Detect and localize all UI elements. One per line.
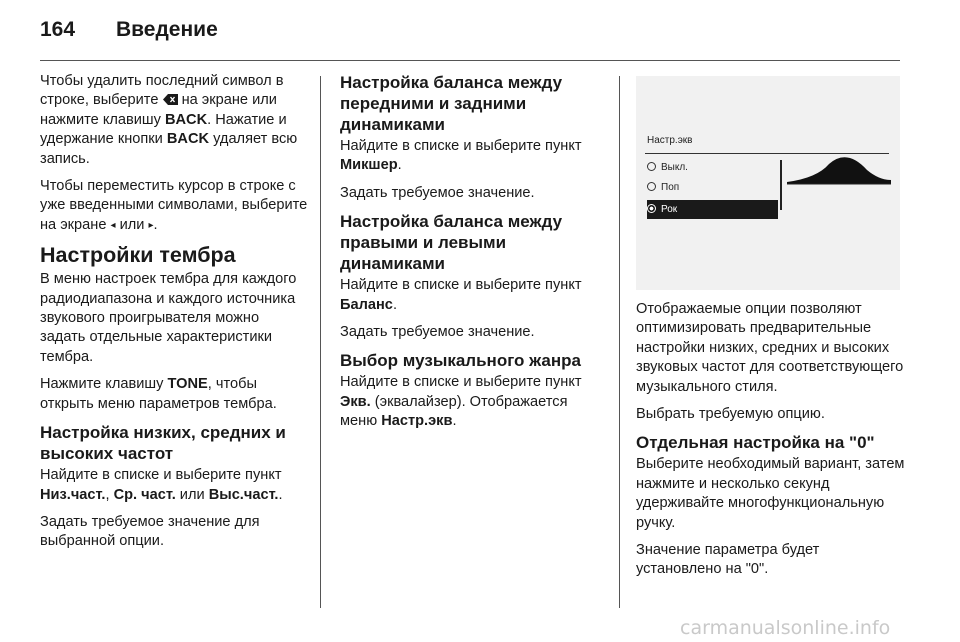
radio-icon bbox=[647, 182, 656, 191]
mixer-label: Микшер bbox=[340, 157, 398, 174]
header-divider bbox=[40, 60, 900, 61]
left-arrow-icon: ◂ bbox=[110, 219, 116, 231]
backspace-icon bbox=[163, 94, 178, 105]
paragraph-move-cursor: Чтобы переместить курсор в строке с уже введенными символами, выберите на экране ◂ или ▸. bbox=[40, 178, 308, 233]
heading-genre: Выбор музыкального жанра bbox=[340, 351, 581, 371]
right-arrow-icon: ▸ bbox=[148, 219, 154, 231]
heading-frequency-settings: Настройка низких, средних и высоких частот bbox=[40, 423, 286, 464]
radio-icon bbox=[647, 162, 656, 171]
column-1 bbox=[40, 72, 308, 560]
watermark: carmanualsonline.info bbox=[680, 617, 891, 639]
screen-scrollbar bbox=[780, 160, 782, 210]
screen-option-pop: Поп bbox=[647, 178, 778, 197]
chapter-title: Введение bbox=[116, 18, 218, 41]
column-3 bbox=[636, 300, 906, 588]
equalizer-screen-illustration bbox=[636, 76, 900, 290]
paragraph-frequency-select: Найдите в списке и выберите пункт Низ.част., Ср. част. или Выс.част.. bbox=[40, 467, 283, 503]
paragraph-select-option: Выбрать требуемую опцию. bbox=[636, 406, 825, 423]
paragraph-tone-intro: В меню настроек тембра для каждого радиодиапазона и каждого источника звукового проигрывателя можно задать отдельные характеристики тембра. bbox=[40, 271, 297, 365]
back-key-label: BACK bbox=[166, 131, 210, 148]
paragraph-reset-result: Значение параметра будет установлено на "0". bbox=[636, 542, 820, 578]
screen-title: Настр.экв bbox=[647, 135, 693, 146]
paragraph-balance-select: Найдите в списке и выберите пункт Баланс. bbox=[340, 277, 582, 313]
equalizer-label: Экв. bbox=[340, 393, 371, 410]
heading-reset-zero: Отдельная настройка на "0" bbox=[636, 433, 875, 453]
column-divider-1 bbox=[320, 76, 321, 608]
balance-label: Баланс bbox=[340, 296, 393, 313]
screen-option-rock: Рок bbox=[647, 200, 778, 219]
back-key-label: BACK bbox=[164, 111, 208, 128]
radio-selected-icon bbox=[647, 204, 656, 213]
heading-tone-settings: Настройки тембра bbox=[40, 243, 236, 268]
tone-key-label: TONE bbox=[167, 376, 208, 393]
heading-fader: Настройка баланса между передними и задними динамиками bbox=[340, 73, 563, 134]
page-number: 164 bbox=[40, 18, 76, 41]
equalizer-screen bbox=[641, 130, 894, 286]
column-2 bbox=[340, 72, 605, 440]
equalizer-curve-icon bbox=[787, 154, 891, 214]
heading-balance: Настройка баланса между правыми и левыми динамиками bbox=[340, 212, 563, 274]
column-divider-2 bbox=[619, 76, 620, 608]
paragraph-fader-value: Задать требуемое значение. bbox=[340, 184, 535, 201]
mid-freq-label: Ср. част. bbox=[113, 486, 176, 503]
paragraph-genre-select: Найдите в списке и выберите пункт Экв. (эквалайзер). Отображается меню Настр.экв. bbox=[340, 374, 582, 430]
paragraph-tone-key: Нажмите клавишу TONE, чтобы открыть меню параметров тембра. bbox=[40, 376, 277, 412]
paragraph-set-value: Задать требуемое значение для выбранной опции. bbox=[40, 513, 260, 550]
paragraph-delete-char: Чтобы удалить последний символ в строке, выберите на экране или нажмите клавишу BACK. Нажатие и удержание кнопки BACK удаляет всю запись. bbox=[40, 73, 298, 167]
paragraph-balance-value: Задать требуемое значение. bbox=[340, 324, 535, 341]
paragraph-reset-instructions: Выберите необходимый вариант, затем нажмите и несколько секунд удерживайте многофункциональную ручку. bbox=[636, 456, 905, 531]
paragraph-options-info: Отображаемые опции позволяют оптимизировать предварительные настройки низких, средних и высоких звуковых частот для соответствующего музыкального стиля. bbox=[636, 301, 904, 395]
eq-menu-label: Настр.экв bbox=[381, 413, 453, 430]
paragraph-fader-select: Найдите в списке и выберите пункт Микшер. bbox=[340, 138, 582, 174]
high-freq-label: Выс.част. bbox=[208, 486, 279, 503]
page-header bbox=[40, 18, 900, 58]
low-freq-label: Низ.част. bbox=[40, 486, 106, 503]
screen-option-off: Выкл. bbox=[647, 158, 778, 177]
